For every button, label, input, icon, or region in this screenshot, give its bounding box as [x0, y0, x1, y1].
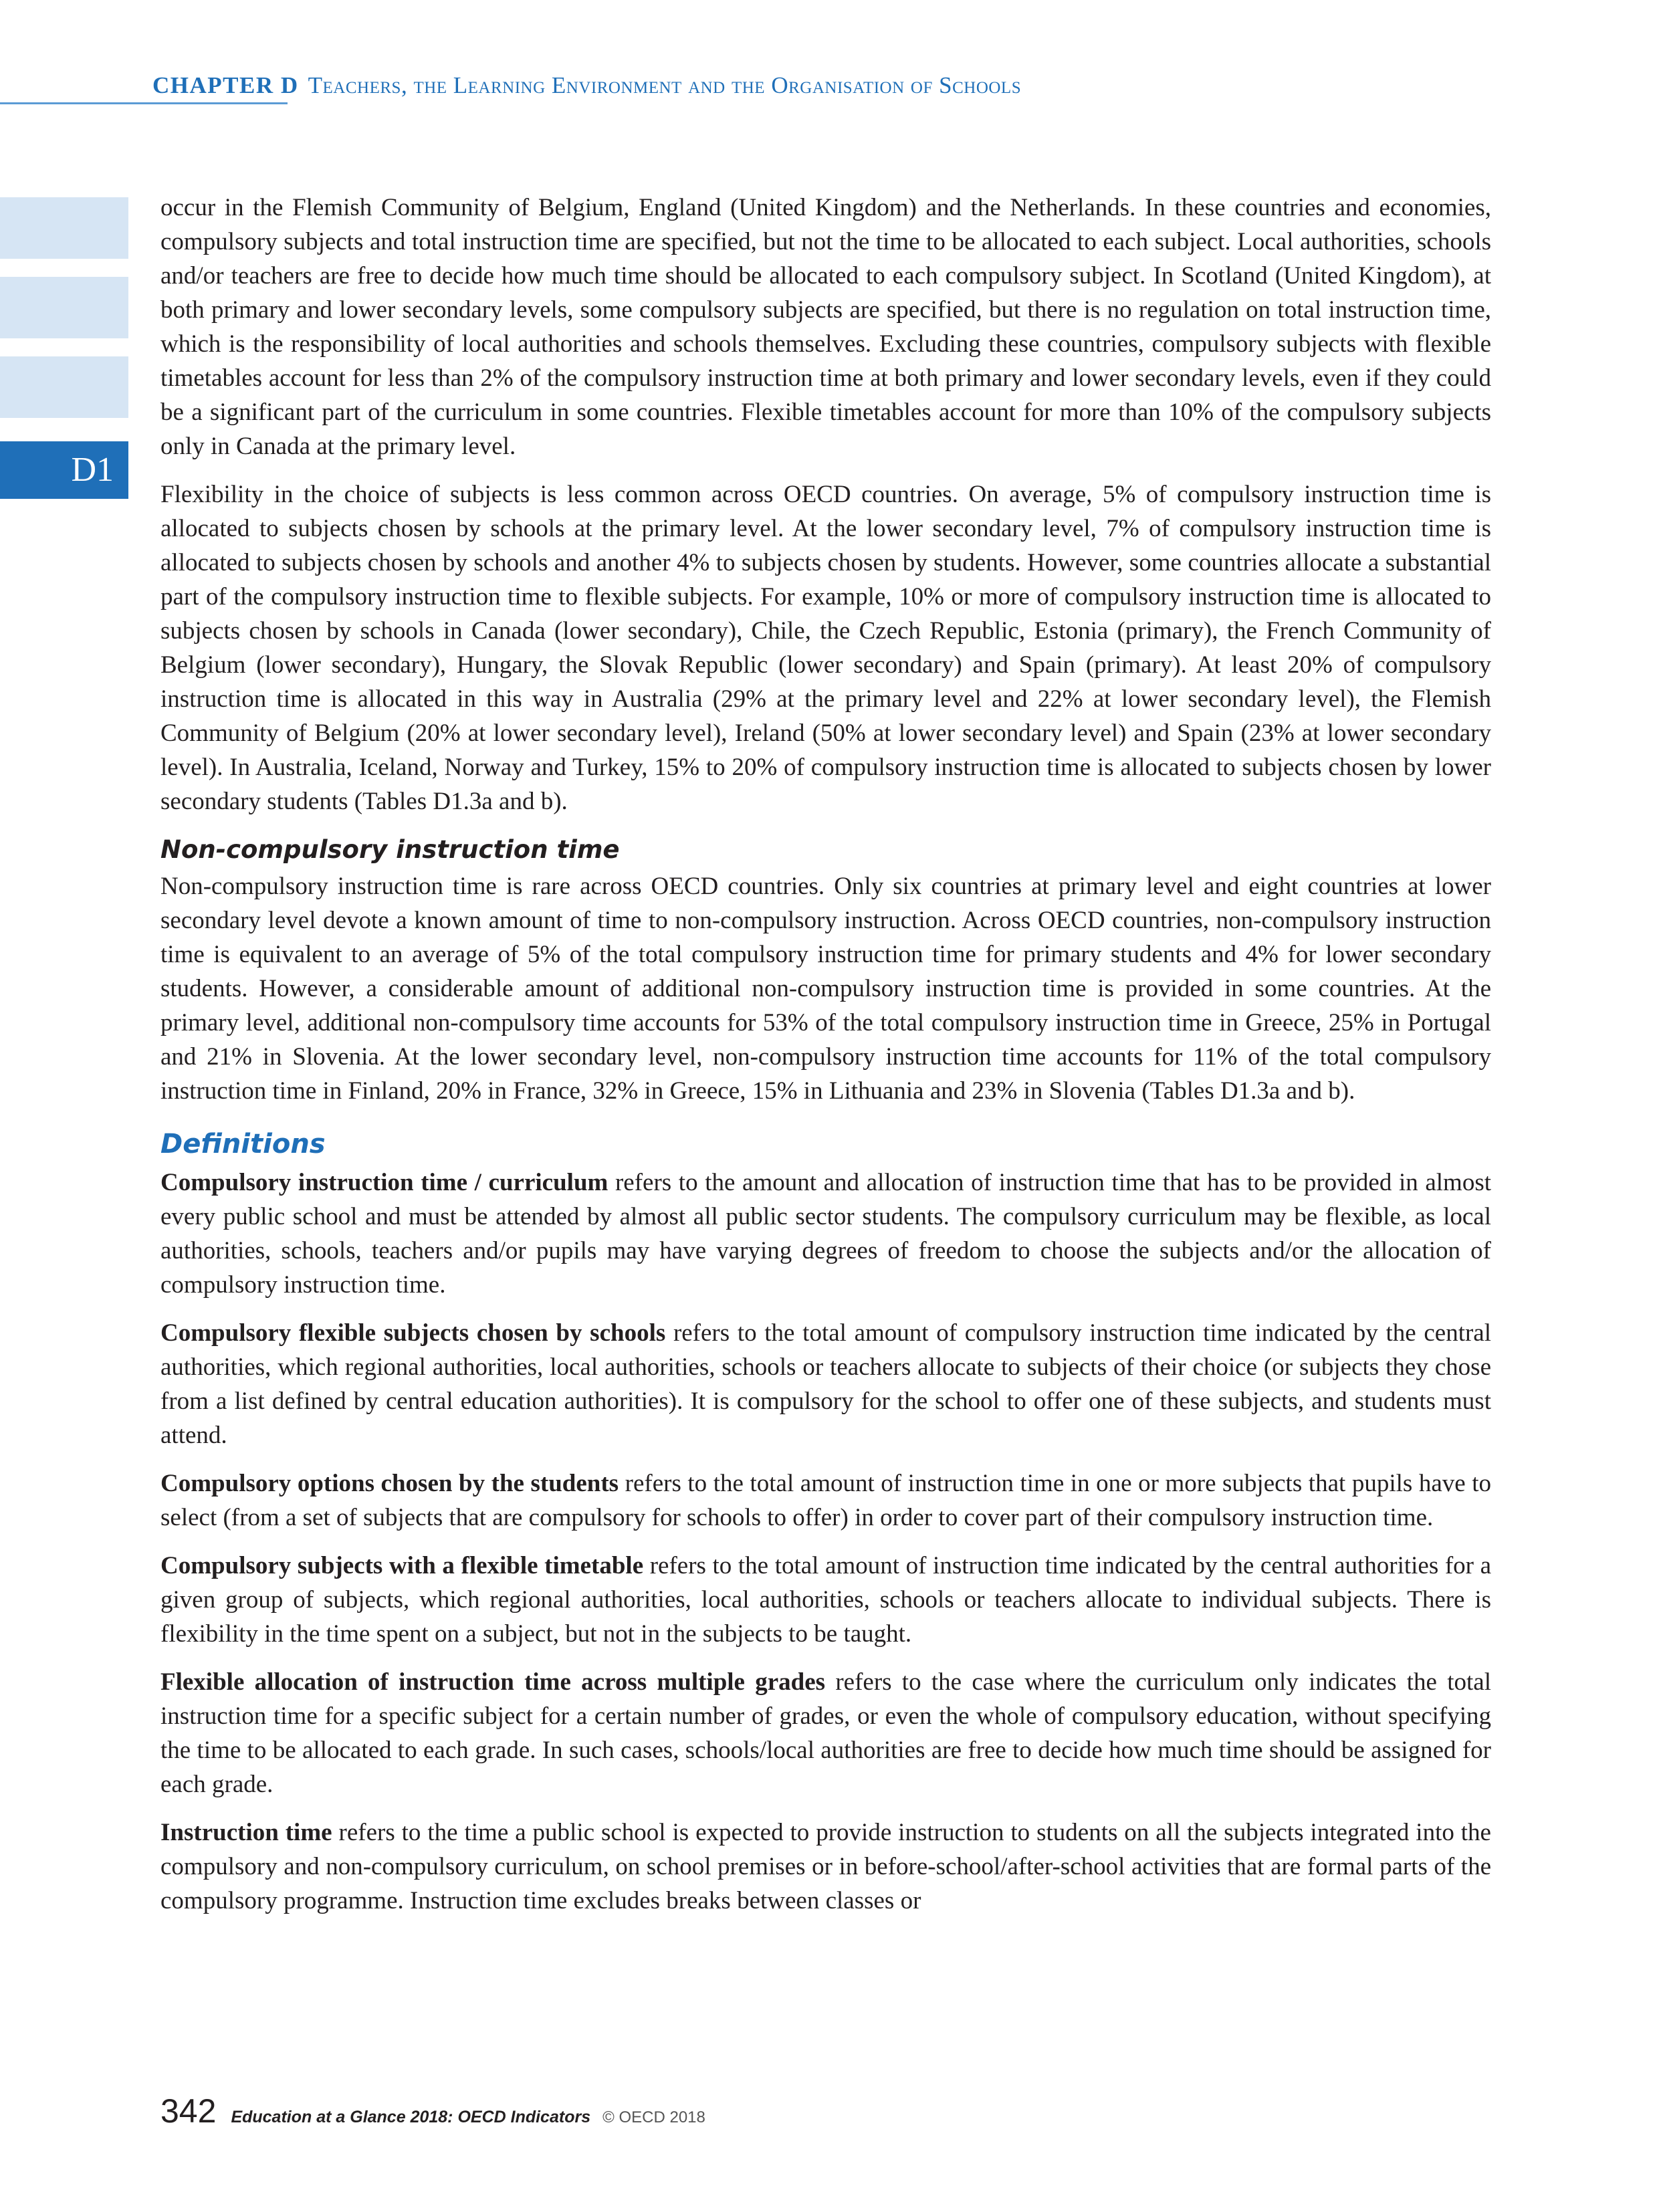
side-decor-block: [0, 197, 128, 259]
definition-term: Compulsory options chosen by the students: [160, 1470, 619, 1497]
publication-title: Education at a Glance 2018: OECD Indicators: [231, 2108, 591, 2126]
definition-text: refers to the total amount of instruction time indicated by the central authorities for a given group of subjects, which regional authorities, local authorities, schools or teachers allocate to individual subjects. There is flexibility in the time spent on a subject, but not in the subjects to be taught.: [160, 1552, 1492, 1648]
definition-term: Compulsory subjects with a flexible timetable: [160, 1552, 644, 1579]
definition-item: [160, 1815, 1491, 1918]
header-rule: [0, 102, 288, 104]
definition-text: refers to the total amount of compulsory instruction time indicated by the central authorities, which regional authorities, local authorities, schools or teachers allocate to subjects of their choice (or subjects they chose from a list defined by central education authorities). It is compulsory for the school to offer one of these subjects, and students must attend.: [160, 1319, 1491, 1449]
body-paragraph: Non-compulsory instruction time is rare across OECD countries. Only six countries at primary level and eight countries at lower secondary level devote a known amount of time to non-compulsory instruction. Across OECD countries, non-compulsory instruction time is equivalent to an average of 5% of the total compulsory instruction time for primary students and 4% for lower secondary students. However, a considerable amount of additional non-compulsory instruction time is provided in some countries. At the primary level, additional non-compulsory time accounts for 53% of the total compulsory instruction time in Greece, 25% in Portugal and 21% in Slovenia. At the lower secondary level, non-compulsory instruction time accounts for 11% of the total compulsory instruction time in Finland, 20% in France, 32% in Greece, 15% in Lithuania and 23% in Slovenia (Tables D1.3a and b).: [160, 873, 1491, 1105]
definition-item: [160, 1316, 1491, 1452]
definition-text: refers to the amount and allocation of instruction time that has to be provided in almost every public school and must be attended by almost all public sector students. The compulsory curriculum may be flexible, as local authorities, schools, teachers and/or pupils may have varying degrees of freedom to choose the subjects and/or the allocation of compulsory instruction time.: [160, 1169, 1492, 1299]
body-paragraph: occur in the Flemish Community of Belgium, England (United Kingdom) and the Netherlands. In these countries and economies, compulsory subjects and total instruction time are specified, but not the time to be allocated to each subject. Local authorities, schools and/or teachers are free to decide how much time should be allocated to each compulsory subject. In Scotland (United Kingdom), at both primary and lower secondary levels, some compulsory subjects are specified, but there is no regulation on total instruction time, which is the responsibility of local authorities and schools themselves. Excluding these countries, compulsory subjects with flexible timetables account for less than 2% of the compulsory instruction time at both primary and lower secondary levels, even if they could be a significant part of the curriculum in some countries. Flexible timetables account for more than 10% of the compulsory subjects only in Canada at the primary level.: [160, 194, 1491, 460]
side-decor-block: [0, 356, 128, 418]
running-header: [152, 72, 1021, 99]
page-footer: [160, 2092, 705, 2130]
definition-item: [160, 1466, 1491, 1535]
body-paragraph: Flexibility in the choice of subjects is less common across OECD countries. On average, 5% of compulsory instruction time is allocated to subjects chosen by schools at the primary level. At the lower secondary level, 7% of compulsory instruction time is allocated to subjects chosen by schools and another 4% to subjects chosen by students. However, some countries allocate a substantial part of the compulsory instruction time to flexible subjects. For example, 10% or more of compulsory instruction time is allocated to subjects chosen by schools in Canada (lower secondary), Chile, the Czech Republic, Estonia (primary), the French Community of Belgium (lower secondary), Hungary, the Slovak Republic (lower secondary) and Spain (primary). At least 20% of compulsory instruction time is allocated in this way in Australia (29% at the primary level and 22% at lower secondary level), the Flemish Community of Belgium (20% at lower secondary level), Ireland (50% at lower secondary level) and Spain (23% at lower secondary level). In Australia, Iceland, Norway and Turkey, 15% to 20% of compulsory instruction time is allocated to subjects chosen by lower secondary students (Tables D1.3a and b).: [160, 481, 1491, 815]
definition-term: Instruction time: [160, 1819, 332, 1846]
definition-term: Flexible allocation of instruction time across multiple grades: [160, 1668, 826, 1696]
definition-term: Compulsory instruction time / curriculum: [160, 1169, 609, 1196]
definition-item: [160, 1665, 1491, 1801]
definition-text: refers to the total amount of instruction time in one or more subjects that pupils have to select (from a set of subjects that are compulsory for schools to offer) in order to cover part of their compulsory instruction time.: [160, 1470, 1491, 1531]
chapter-label: CHAPTER D: [152, 72, 299, 98]
definition-item: [160, 1549, 1491, 1651]
definition-term: Compulsory flexible subjects chosen by schools: [160, 1319, 666, 1347]
copyright-notice: © OECD 2018: [602, 2108, 705, 2126]
subsection-heading: Non-compulsory instruction time: [160, 835, 620, 864]
side-decor-block: [0, 277, 128, 338]
indicator-tab: D1: [0, 441, 128, 499]
definition-item: [160, 1166, 1491, 1302]
definition-text: refers to the case where the curriculum only indicates the total instruction time for a specific subject for a certain number of grades, or even the whole of compulsory education, without specifying the time to be allocated to each grade. In such cases, schools/local authorities are free to decide how much time should be assigned for each grade.: [160, 1668, 1491, 1798]
definition-text: refers to the time a public school is expected to provide instruction to students on all the subjects integrated into the compulsory and non-compulsory curriculum, on school premises or in before-school/after-school activities that are formal parts of the compulsory programme. Instruction time excludes breaks between classes or: [160, 1819, 1491, 1914]
chapter-title: Teachers, the Learning Environment and the Organisation of Schools: [308, 72, 1022, 98]
main-text: [160, 191, 1491, 1932]
section-heading: Definitions: [160, 1129, 326, 1159]
page-number: 342: [160, 2092, 217, 2130]
